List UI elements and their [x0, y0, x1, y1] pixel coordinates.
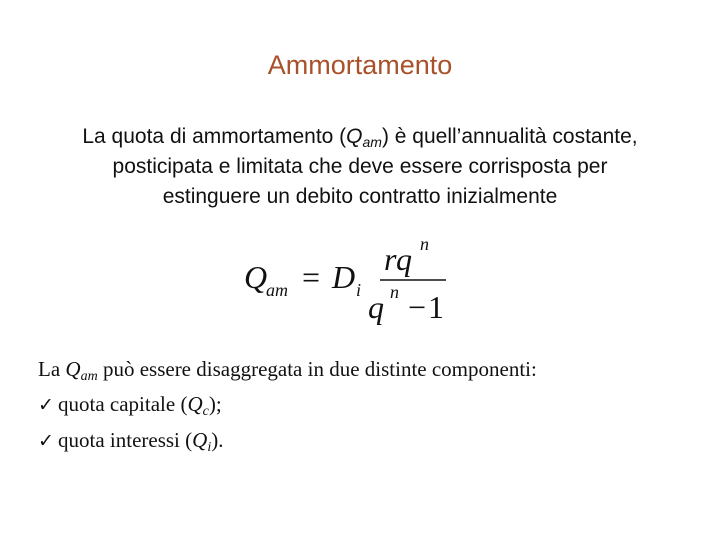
formula-equals: = — [302, 259, 321, 295]
intro-text-end: può essere disaggregata in due distinte componenti: — [97, 357, 537, 381]
check-icon: ✓ — [38, 430, 54, 452]
formula-q-sub: am — [266, 280, 288, 300]
intro-text-start: La — [38, 357, 66, 381]
formula-d-sub: i — [356, 280, 362, 300]
item-text-start: quota capitale ( — [58, 392, 188, 416]
formula-den-one: 1 — [428, 289, 444, 325]
item-symbol: Q — [187, 392, 203, 416]
check-icon: ✓ — [38, 394, 54, 416]
annuity-formula — [240, 238, 450, 328]
list-item-quota-interessi — [38, 423, 698, 459]
components-intro — [38, 352, 698, 387]
intro-symbol-sub: am — [80, 369, 98, 384]
definition-text-line2: posticipata e limitata che deve essere corrisposta per — [112, 155, 608, 178]
item-symbol-sub: c — [202, 404, 209, 419]
item-symbol-sub: i — [207, 440, 212, 455]
formula-num-r: r — [384, 241, 397, 277]
formula-den-exp: n — [390, 282, 399, 302]
definition-text-start: La quota di ammortamento ( — [82, 125, 347, 148]
formula-q: Q — [244, 259, 268, 295]
list-item-quota-capitale — [38, 387, 698, 423]
definition-paragraph — [30, 122, 690, 212]
definition-text-line3: estinguere un debito contratto inizialmente — [162, 185, 558, 208]
item-text-end: ). — [211, 428, 224, 452]
components-block — [38, 352, 698, 459]
definition-text-line1-end: ) è quell’annualità costante, — [381, 125, 638, 148]
slide-title: Ammortamento — [267, 50, 453, 80]
formula-den-q: q — [368, 289, 384, 325]
symbol-sub-am: am — [362, 134, 382, 150]
formula-d: D — [332, 259, 356, 295]
symbol-q: Q — [346, 125, 363, 148]
item-text-end: ); — [208, 392, 222, 416]
intro-symbol: Q — [65, 357, 81, 381]
item-text-start: quota interessi ( — [58, 428, 193, 452]
formula-num-exp: n — [420, 238, 429, 254]
formula-num-q: q — [396, 241, 412, 277]
formula-den-minus: − — [408, 289, 427, 325]
item-symbol: Q — [192, 428, 208, 452]
